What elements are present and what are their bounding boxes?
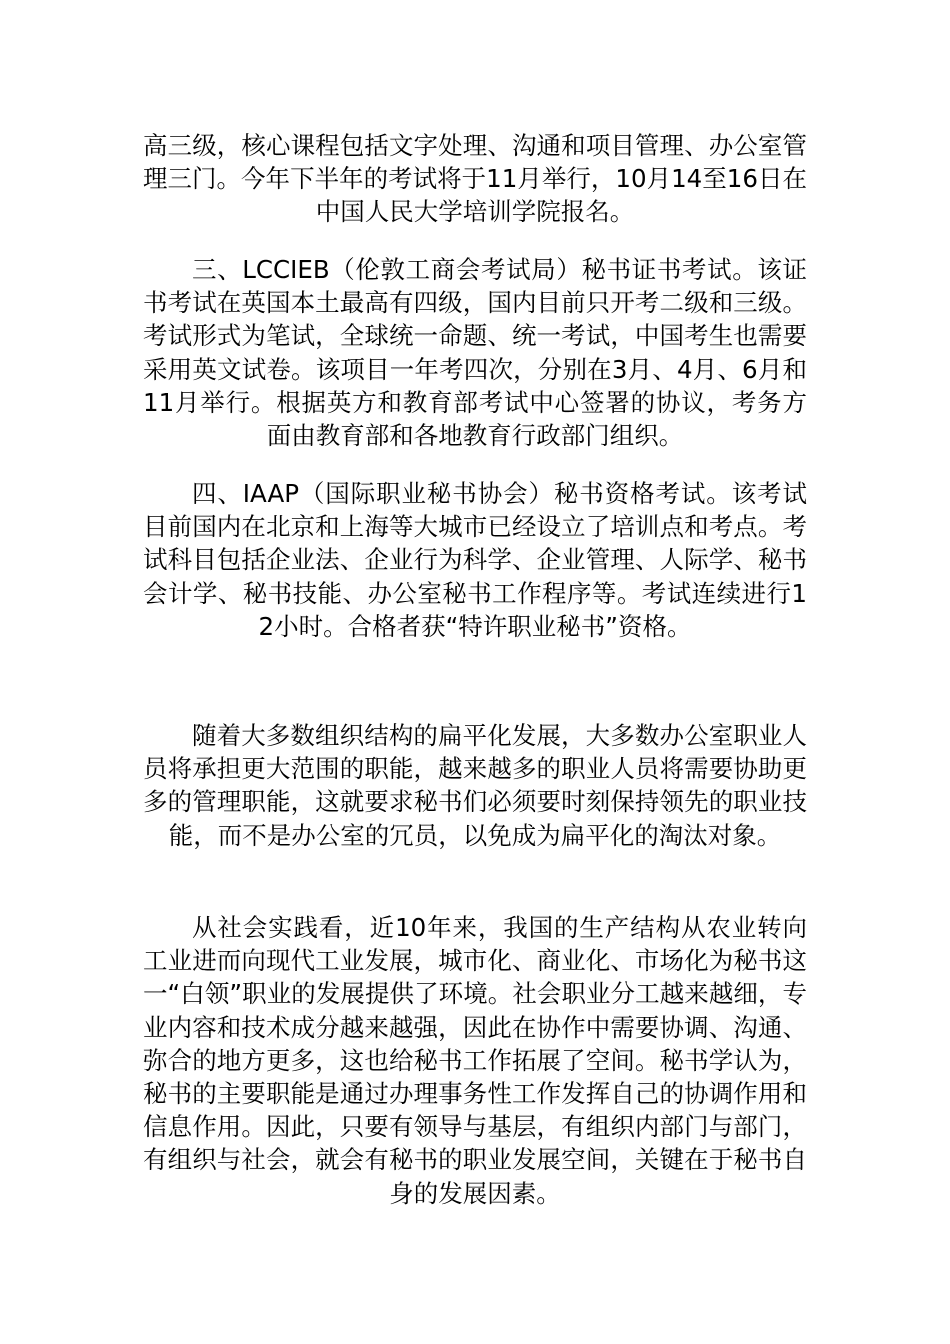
paragraph-exam-schedule: 高三级，核心课程包括文字处理、沟通和项目管理、办公室管理三门。今年下半年的考试将于11月举行，10月14至16日在中国人民大学培训学院报名。	[143, 131, 807, 227]
paragraph-lccieb-exam: 三、LCCIEB（伦敦工商会考试局）秘书证书考试。该证书考试在英国本土最高有四级，国内目前只开考二级和三级。考试形式为笔试，全球统一命题、统一考试，中国考生也需要采用英文试卷。该项目一年考四次，分别在3月、4月、6月和11月举行。根据英方和教育部考试中心签署的协议，考务方面由教育部和各地教育行政部门组织。	[143, 255, 807, 451]
paragraph-flattening-organizations: 随着大多数组织结构的扁平化发展，大多数办公室职业人员将承担更大范围的职能，越来越多的职业人员将需要协助更多的管理职能，这就要求秘书们必须要时刻保持领先的职业技能，而不是办公室的冗员，以免成为扁平化的淘汰对象。	[143, 721, 807, 850]
paragraph-iaap-exam: 四、IAAP（国际职业秘书协会）秘书资格考试。该考试目前国内在北京和上海等大城市已经设立了培训点和考点。考试科目包括企业法、企业行为科学、企业管理、人际学、秘书会计学、秘书技能、办公室秘书工作程序等。考试连续进行12小时。合格者获“特许职业秘书”资格。	[143, 479, 807, 641]
paragraph-social-practice: 从社会实践看，近10年来，我国的生产结构从农业转向工业进而向现代工业发展，城市化、商业化、市场化为秘书这一“白领”职业的发展提供了环境。社会职业分工越来越细，专业内容和技术成分越来越强，因此在协作中需要协调、沟通、弥合的地方更多，这也给秘书工作拓展了空间。秘书学认为，秘书的主要职能是通过办理事务性工作发挥自己的协调作用和信息作用。因此，只要有领导与基层，有组织内部门与部门，有组织与社会，就会有秘书的职业发展空间，关键在于秘书自身的发展因素。	[143, 913, 807, 1208]
